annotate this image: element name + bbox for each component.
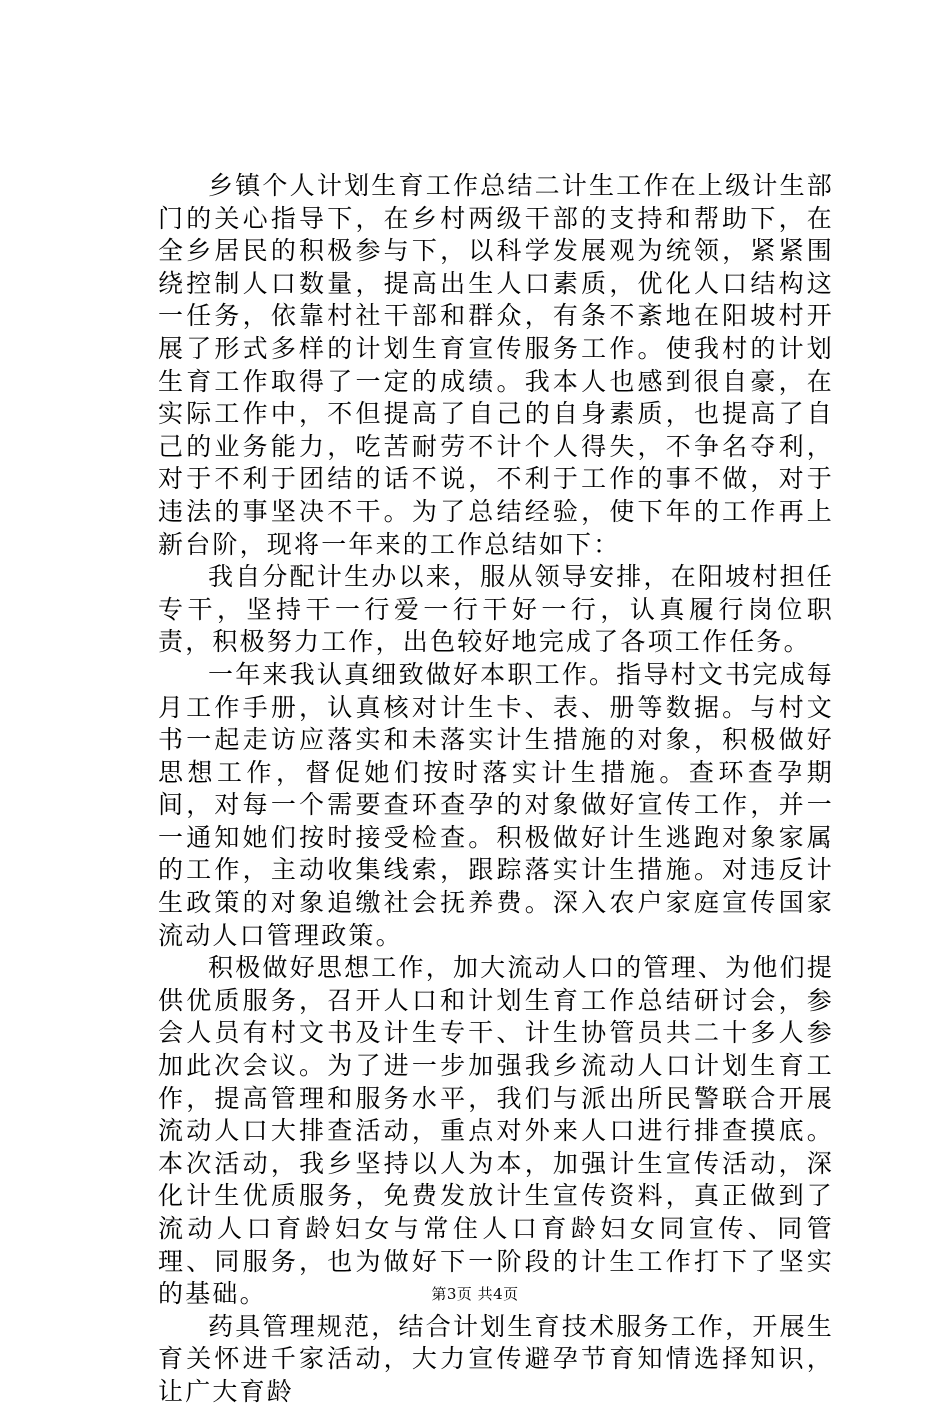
- paragraph-3: 一年来我认真细致做好本职工作。指导村文书完成每月工作手册，认真核对计生卡、表、册等数据。与村文书一起走访应落实和未落实计生措施的对象，积极做好思想工作，督促她们按时落实计生措施。查环查孕期间，对每一个需要查环查孕的对象做好宣传工作，并一一通知她们按时接受检查。积极做好计生逃跑对象家属的工作，主动收集线索，跟踪落实计生措施。对违反计生政策的对象追缴社会抚养费。深入农户家庭宣传国家流动人口管理政策。: [158, 659, 834, 950]
- paragraph-5: 药具管理规范，结合计划生育技术服务工作，开展生育关怀进千家活动，大力宣传避孕节育知情选择知识，让广大育龄: [158, 1311, 834, 1406]
- paragraph-4: 积极做好思想工作，加大流动人口的管理、为他们提供优质服务，召开人口和计划生育工作总结研讨会，参会人员有村文书及计生专干、计生协管员共二十多人参加此次会议。为了进一步加强我乡流动人口计划生育工作，提高管理和服务水平，我们与派出所民警联合开展流动人口大排查活动，重点对外来人口进行排查摸底。本次活动，我乡坚持以人为本，加强计生宣传活动，深化计生优质服务，免费发放计生宣传资料，真正做到了流动人口育龄妇女与常住人口育龄妇女同宣传、同管理、同服务，也为做好下一阶段的计生工作打下了坚实的基础。: [158, 953, 834, 1309]
- page-footer: 第3页 共4页: [431, 1285, 519, 1303]
- document-body: [158, 170, 834, 1409]
- paragraph-2: 我自分配计生办以来，服从领导安排，在阳坡村担任专干，坚持干一行爱一行干好一行，认真履行岗位职责，积极努力工作，出色较好地完成了各项工作任务。: [158, 562, 834, 657]
- paragraph-1: 乡镇个人计划生育工作总结二计生工作在上级计生部门的关心指导下，在乡村两级干部的支持和帮助下，在全乡居民的积极参与下，以科学发展观为统领，紧紧围绕控制人口数量，提高出生人口素质，优化人口结构这一任务，依靠村社干部和群众，有条不紊地在阳坡村开展了形式多样的计划生育宣传服务工作。使我村的计划生育工作取得了一定的成绩。我本人也感到很自豪，在实际工作中，不但提高了自己的自身素质，也提高了自己的业务能力，吃苦耐劳不计个人得失，不争名夺利，对于不利于团结的话不说，不利于工作的事不做，对于违法的事坚决不干。为了总结经验，使下年的工作再上新台阶，现将一年来的工作总结如下：: [158, 171, 834, 559]
